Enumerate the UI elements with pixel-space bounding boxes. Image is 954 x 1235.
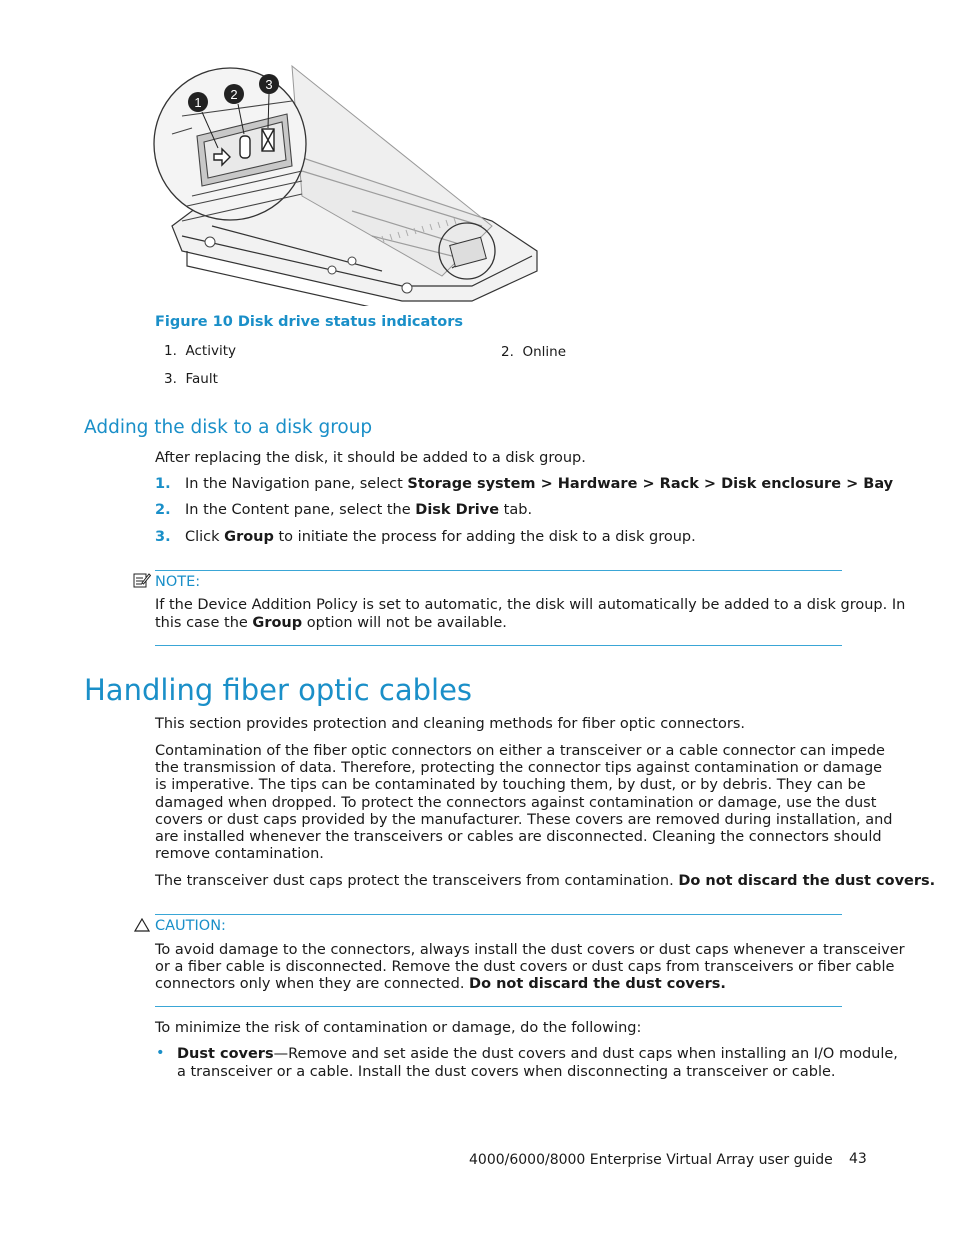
p2-line: are installed whenever the transceivers or cables are disconnected. Cleaning the connectors should bbox=[155, 829, 882, 846]
step-text: In the Content pane, select the bbox=[185, 502, 416, 518]
step-bold: Group bbox=[224, 529, 274, 545]
legend-label: Activity bbox=[185, 343, 236, 359]
step-text: Click bbox=[185, 529, 225, 545]
caution-bold: Do not discard the dust covers. bbox=[469, 976, 726, 992]
step-number: 1. bbox=[155, 476, 171, 492]
bullet-text: —Remove and set aside the dust covers and dust caps when installing an I/O module, bbox=[273, 1046, 898, 1062]
step-text: In the Navigation pane, select bbox=[185, 476, 408, 492]
callout-1: 1 bbox=[194, 95, 202, 110]
bullet-line-2: a transceiver or a cable. Install the dust covers when disconnecting a transceiver or cable. bbox=[177, 1064, 836, 1080]
caution-label: CAUTION: bbox=[155, 918, 226, 934]
fiber-p3 bbox=[155, 873, 936, 890]
p2-line: Contamination of the fiber optic connectors on either a transceiver or a cable connector can impede bbox=[155, 743, 885, 759]
step-bold: Disk Drive bbox=[415, 502, 500, 518]
caution-line-2: or a fiber cable is disconnected. Remove the dust covers or dust caps from transceivers or fiber cable bbox=[155, 959, 895, 975]
page-number: 43 bbox=[849, 1151, 867, 1167]
figure-caption: Figure 10 Disk drive status indicators bbox=[155, 314, 463, 330]
legend-item-fault bbox=[164, 371, 218, 388]
p3-bold: Do not discard the dust covers. bbox=[678, 873, 936, 889]
note-bottom-rule bbox=[155, 645, 842, 646]
section-heading-adding-disk: Adding the disk to a disk group bbox=[84, 417, 373, 438]
caution-text: connectors only when they are connected. bbox=[155, 976, 470, 992]
legend-num: 1. bbox=[164, 343, 177, 359]
legend-label: Fault bbox=[185, 371, 218, 387]
note-icon bbox=[133, 572, 151, 593]
note-label: NOTE: bbox=[155, 574, 201, 590]
step-bold: Storage system > Hardware > Rack > Disk enclosure > Bay bbox=[407, 476, 894, 492]
p2-line: remove contamination. bbox=[155, 846, 324, 863]
fiber-p2 bbox=[155, 743, 893, 863]
step-text: to initiate the process for adding the disk to a disk group. bbox=[273, 529, 696, 545]
bullet-bold: Dust covers bbox=[177, 1046, 274, 1062]
caution-line-3 bbox=[155, 976, 840, 993]
legend-num: 3. bbox=[164, 371, 177, 387]
step-number: 2. bbox=[155, 502, 171, 518]
legend-item-online bbox=[501, 344, 566, 361]
step-number: 3. bbox=[155, 529, 171, 545]
step-text: tab. bbox=[499, 502, 533, 518]
note-top-rule bbox=[155, 570, 842, 571]
legend-num: 2. bbox=[501, 344, 514, 360]
p2-line: covers or dust caps provided by the manufacturer. These covers are removed during installation, and bbox=[155, 811, 893, 828]
bullet-line-1 bbox=[177, 1046, 898, 1063]
note-bold: Group bbox=[252, 615, 303, 631]
caution-bottom-rule bbox=[155, 1006, 842, 1007]
disk-drive-figure bbox=[152, 56, 548, 306]
bullet-marker: • bbox=[156, 1045, 165, 1061]
step-2 bbox=[155, 502, 845, 519]
legend-label: Online bbox=[522, 344, 567, 360]
disk-drive-illustration bbox=[152, 56, 548, 306]
callout-2: 2 bbox=[230, 87, 238, 102]
note-text: option will not be available. bbox=[302, 615, 507, 631]
step-1 bbox=[155, 476, 894, 493]
caution-icon bbox=[134, 918, 150, 937]
note-text: this case the bbox=[155, 615, 253, 631]
caution-line-1: To avoid damage to the connectors, always install the dust covers or dust caps whenever a transceiver bbox=[155, 942, 905, 958]
section-heading-fiber: Handling fiber optic cables bbox=[84, 673, 473, 707]
p2-line: the transmission of data. Therefore, protecting the connector tips against contamination or damage bbox=[155, 760, 883, 777]
footer-title: 4000/6000/8000 Enterprise Virtual Array user guide bbox=[469, 1152, 833, 1168]
step-3 bbox=[155, 529, 845, 546]
caution-top-rule bbox=[155, 914, 842, 915]
note-line-2 bbox=[155, 615, 840, 632]
p2-line: damaged when dropped. To protect the connectors against contamination or damage, use the dust bbox=[155, 794, 877, 811]
p3-text: The transceiver dust caps protect the transceivers from contamination. bbox=[155, 873, 679, 889]
note-line-1: If the Device Addition Policy is set to automatic, the disk will automatically be added to a disk group. In bbox=[155, 597, 906, 613]
fiber-p4: To minimize the risk of contamination or damage, do the following: bbox=[155, 1020, 642, 1036]
adding-intro: After replacing the disk, it should be added to a disk group. bbox=[155, 450, 586, 466]
p2-line: is imperative. The tips can be contaminated by touching them, by dust, or by debris. They can be bbox=[155, 777, 866, 794]
callout-3: 3 bbox=[265, 77, 273, 92]
legend-item-activity bbox=[164, 343, 236, 360]
fiber-p1: This section provides protection and cleaning methods for fiber optic connectors. bbox=[155, 716, 745, 732]
